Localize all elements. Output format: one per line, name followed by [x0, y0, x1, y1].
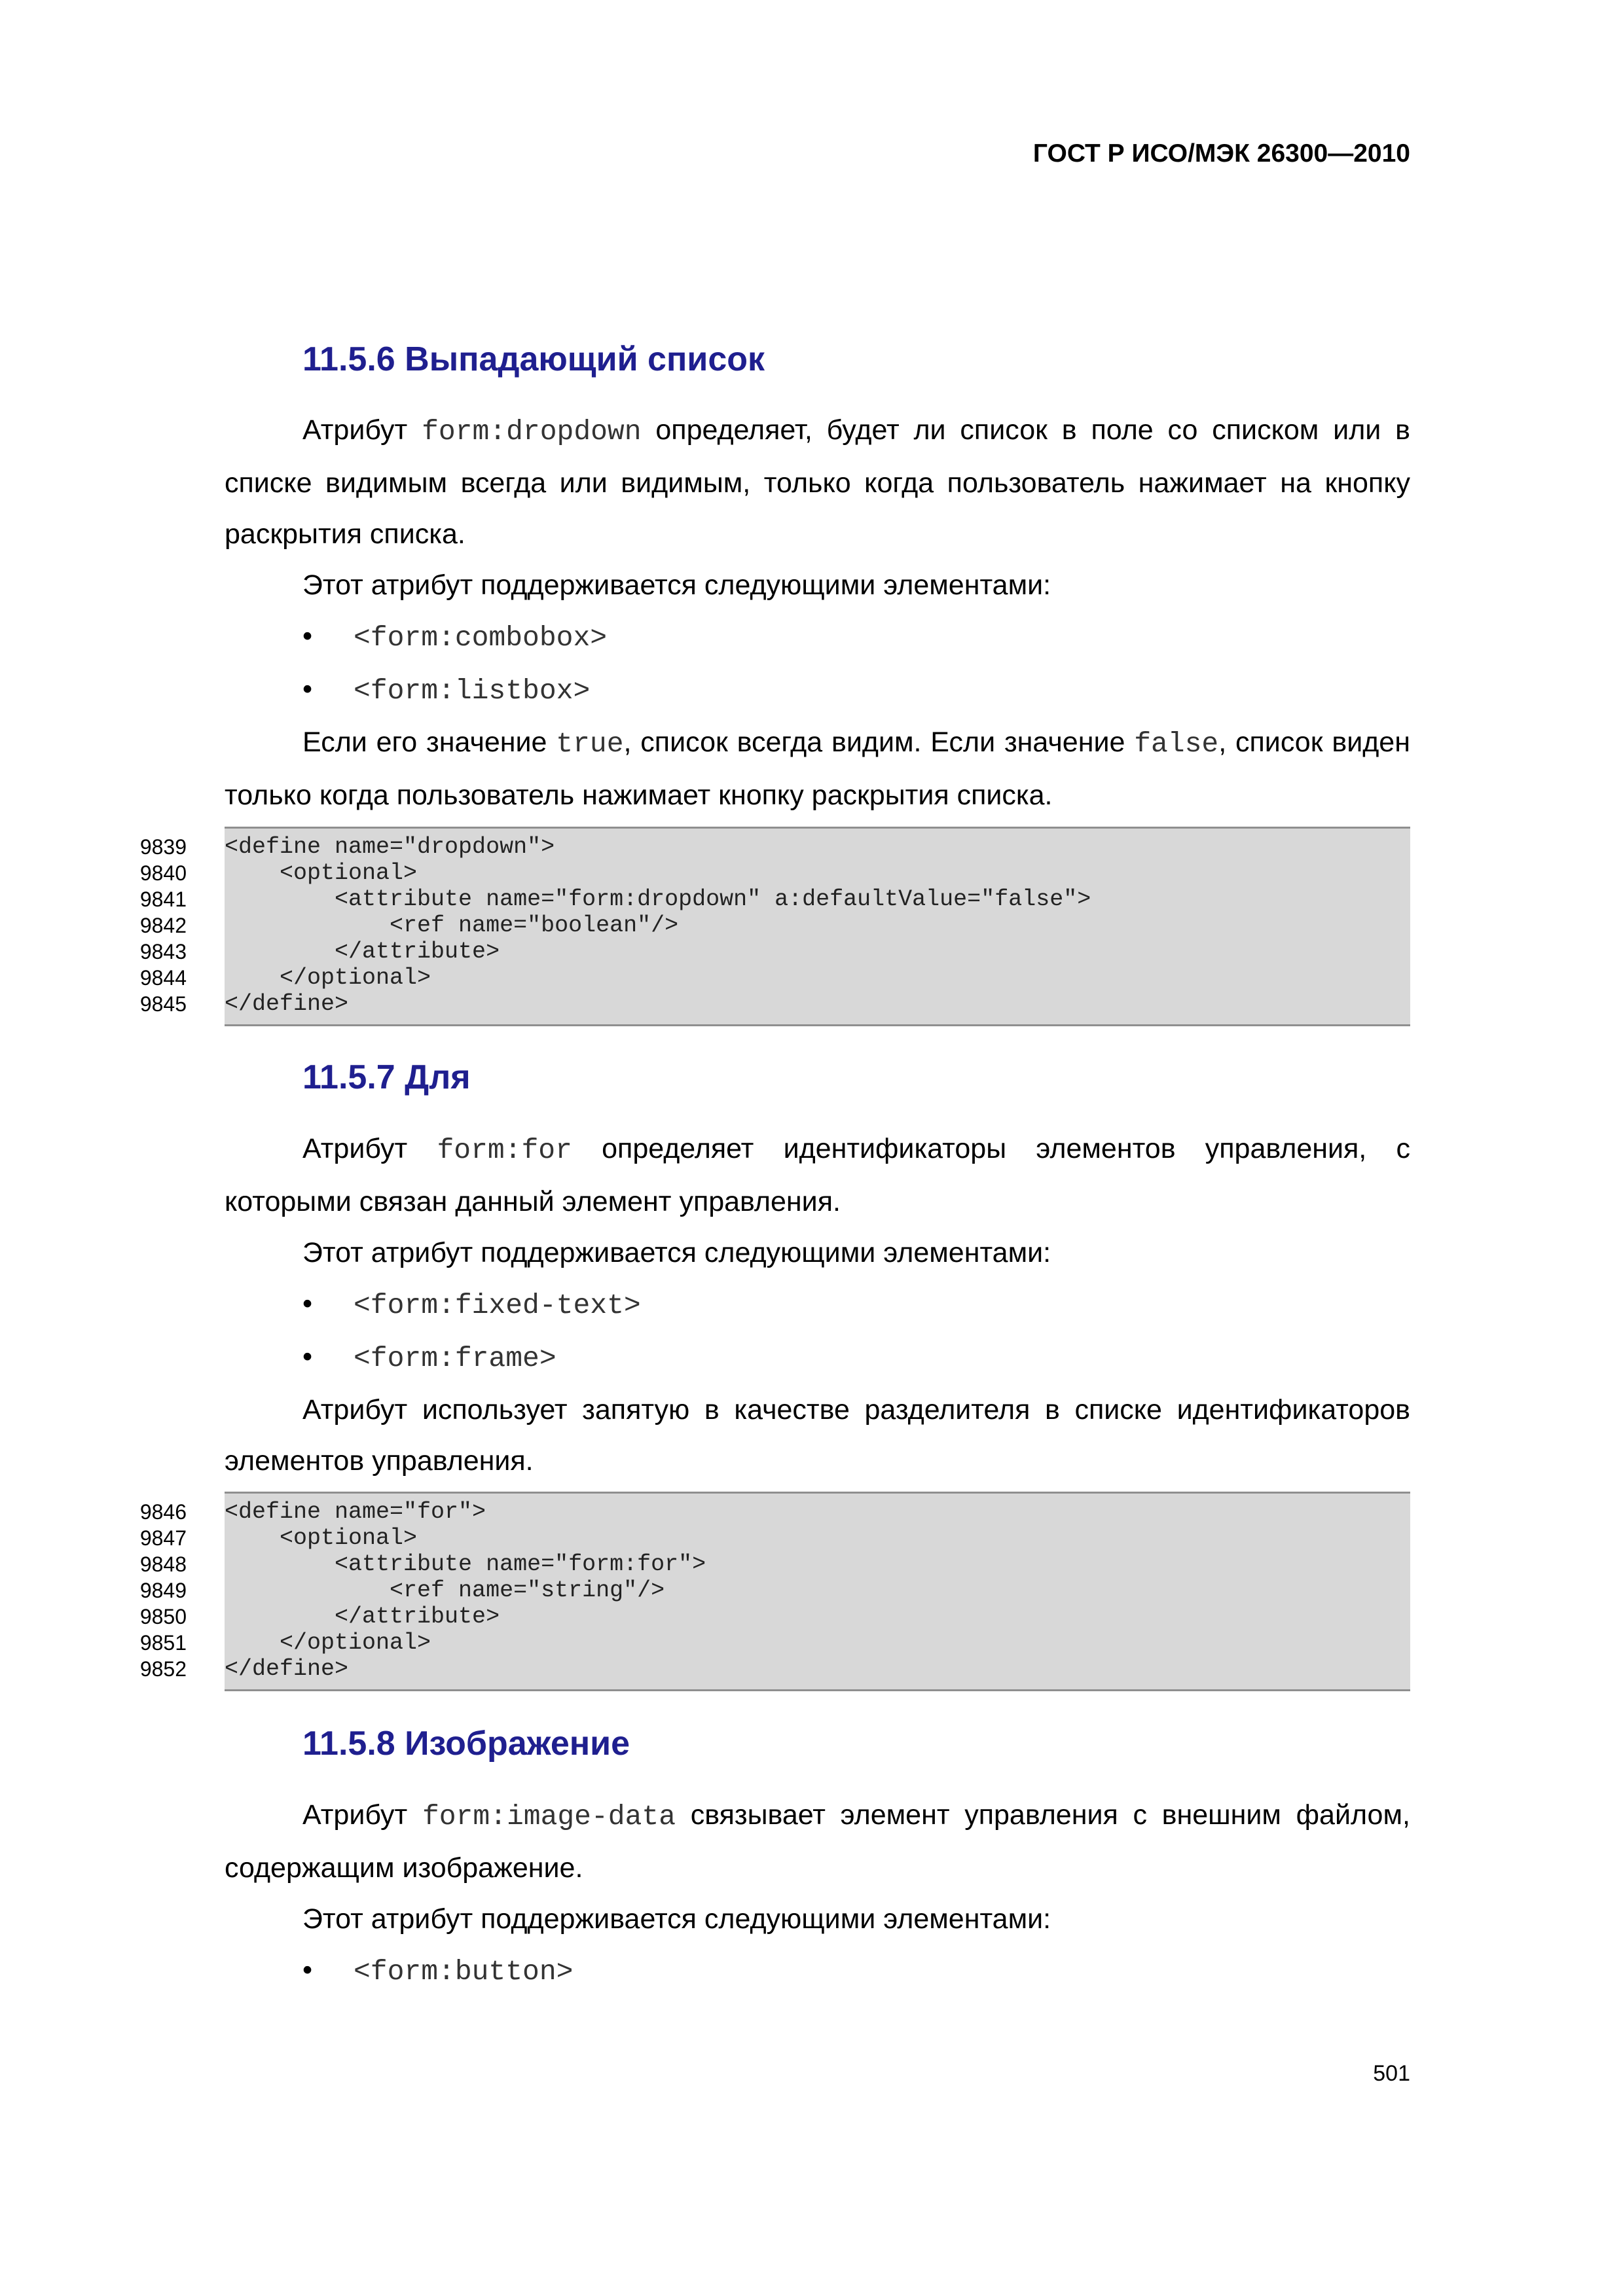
code-line: <optional>	[225, 860, 418, 886]
code-line: </define>	[225, 991, 349, 1017]
code-block	[225, 827, 1410, 1026]
paragraph	[225, 404, 1410, 560]
paragraph	[225, 1123, 1410, 1227]
bullet-icon: •	[302, 1341, 313, 1372]
code-term: form:for	[437, 1134, 572, 1166]
code-term: true	[556, 728, 624, 760]
list-item-text: <form:frame>	[354, 1342, 556, 1374]
code-block	[225, 1492, 1410, 1691]
code-term: form:image-data	[422, 1801, 676, 1833]
section-for	[225, 1051, 1410, 1486]
text: , список всегда видим. Если значение	[623, 726, 1135, 758]
text: связывает элемент управления с внешним файлом, содержащим изображение.	[225, 1799, 1410, 1884]
code-line: <ref name="string"/>	[225, 1577, 665, 1604]
list-item	[225, 1278, 1410, 1331]
line-number: 9843	[139, 940, 187, 963]
line-number: 9852	[139, 1657, 187, 1681]
code-term: false	[1134, 728, 1219, 760]
document-id: ГОСТ Р ИСО/МЭК 26300—2010	[1032, 139, 1410, 168]
line-number: 9846	[139, 1500, 187, 1524]
section-heading: 11.5.6 Выпадающий список	[302, 340, 765, 378]
section-dropdown	[225, 333, 1410, 821]
text: Если его значение	[302, 726, 556, 758]
text: , список виден только когда пользователь нажимает кнопку раскрытия списка.	[225, 726, 1410, 811]
list-item	[225, 611, 1410, 664]
code-line: </optional>	[225, 965, 431, 991]
text: Атрибут	[302, 414, 422, 446]
line-number: 9844	[139, 966, 187, 990]
list-item-text: <form:button>	[354, 1956, 574, 1988]
list-item-text: <form:combobox>	[354, 622, 608, 654]
line-number: 9848	[139, 1552, 187, 1576]
line-number: 9841	[139, 888, 187, 911]
list-item	[225, 664, 1410, 717]
code-line: <attribute name="form:for">	[225, 1551, 706, 1577]
paragraph	[225, 1789, 1410, 1893]
code-line: <define name="for">	[225, 1499, 486, 1525]
line-number: 9842	[139, 914, 187, 937]
bullet-icon: •	[302, 1954, 313, 1986]
code-line: <optional>	[225, 1525, 418, 1551]
code-line: </attribute>	[225, 1604, 500, 1630]
paragraph: Атрибут использует запятую в качестве разделителя в списке идентификаторов элементов управления.	[225, 1394, 1410, 1477]
code-line: <attribute name="form:dropdown" a:defaultValue="false">	[225, 886, 1091, 912]
code-term: form:dropdown	[422, 416, 642, 448]
list-item	[225, 1331, 1410, 1384]
paragraph: Этот атрибут поддерживается следующими элементами:	[302, 1237, 1051, 1268]
code-line: </optional>	[225, 1630, 431, 1656]
line-number: 9851	[139, 1631, 187, 1655]
paragraph: Этот атрибут поддерживается следующими элементами:	[302, 1903, 1051, 1935]
line-number: 9847	[139, 1526, 187, 1550]
line-number: 9839	[139, 835, 187, 859]
paragraph	[225, 717, 1410, 821]
line-number: 9840	[139, 861, 187, 885]
section-heading: 11.5.7 Для	[302, 1058, 471, 1096]
list-item	[225, 1945, 1410, 1998]
section-image	[225, 1717, 1410, 1998]
bullet-icon: •	[302, 620, 313, 652]
page-number: 501	[1373, 2061, 1410, 2086]
code-line: </define>	[225, 1656, 349, 1682]
line-number: 9850	[139, 1605, 187, 1628]
list-item-text: <form:fixed-text>	[354, 1289, 641, 1321]
code-line: <ref name="boolean"/>	[225, 912, 679, 939]
bullet-icon: •	[302, 673, 313, 705]
list-item-text: <form:listbox>	[354, 675, 591, 707]
text: Атрибут	[302, 1133, 437, 1164]
line-number: 9849	[139, 1579, 187, 1602]
code-line: </attribute>	[225, 939, 500, 965]
text: определяет, будет ли список в поле со списком или в списке видимым всегда или видимым, только когда пользователь нажимает на кнопку раскрытия списка.	[225, 414, 1410, 550]
paragraph: Этот атрибут поддерживается следующими элементами:	[302, 569, 1051, 601]
line-number: 9845	[139, 992, 187, 1016]
code-line: <define name="dropdown">	[225, 834, 555, 860]
text: определяет идентификаторы элементов управления, с которыми связан данный элемент управления.	[225, 1133, 1410, 1217]
text: Атрибут	[302, 1799, 422, 1831]
bullet-icon: •	[302, 1288, 313, 1319]
section-heading: 11.5.8 Изображение	[302, 1725, 630, 1763]
